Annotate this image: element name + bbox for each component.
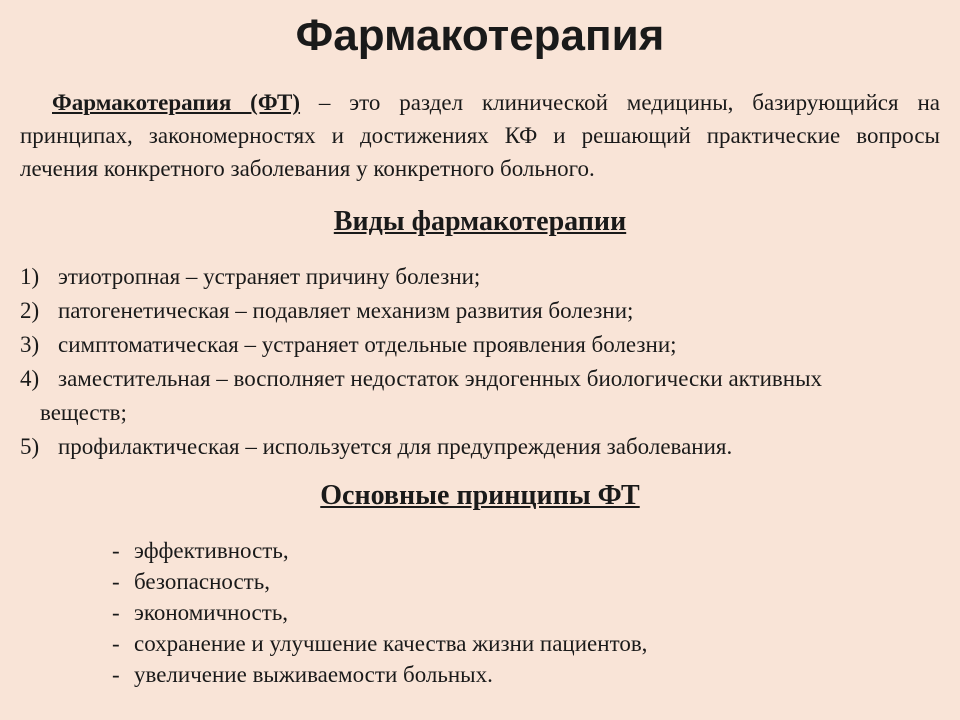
principles-list-item	[112, 566, 647, 597]
principles-list-item	[112, 628, 647, 659]
types-item-number: 3)	[20, 332, 40, 357]
principles-item-text: безопасность,	[134, 569, 270, 594]
types-list-item	[20, 362, 940, 430]
types-list-item	[20, 430, 940, 464]
list-dash-marker: -	[112, 631, 120, 656]
list-dash-marker: -	[112, 569, 120, 594]
list-dash-marker: -	[112, 662, 120, 687]
list-dash-marker: -	[112, 538, 120, 563]
types-item-number: 5)	[20, 434, 40, 459]
types-list-item	[20, 260, 940, 294]
types-item-number: 1)	[20, 264, 40, 289]
principles-list-item	[112, 597, 647, 628]
types-heading-text: Виды фармакотерапии	[333, 206, 627, 237]
principles-item-text: экономичность,	[134, 600, 289, 625]
types-heading	[0, 205, 960, 239]
types-list	[20, 260, 940, 464]
principles-list-item	[112, 535, 647, 566]
types-item-text: симптоматическая – устраняет отдельные проявления болезни;	[58, 332, 677, 357]
principles-heading	[0, 479, 960, 513]
types-item-continuation: веществ;	[40, 400, 127, 425]
types-item-number: 2)	[20, 298, 40, 323]
definition-text: – это раздел клинической медицины, базирующийся на принципах, закономерностях и достижениях КФ и решающий практические вопросы лечения конкретного заболевания у конкретного больного.	[20, 90, 940, 181]
principles-item-text: увеличение выживаемости больных.	[134, 662, 493, 687]
types-list-item	[20, 294, 940, 328]
types-item-text: этиотропная – устраняет причину болезни;	[58, 264, 481, 289]
types-item-number: 4)	[20, 366, 40, 391]
principles-heading-text: Основные принципы ФТ	[320, 480, 640, 511]
types-item-text: профилактическая – используется для предупреждения заболевания.	[58, 434, 733, 459]
types-item-text: заместительная – восполняет недостаток эндогенных биологически активных	[58, 366, 823, 391]
types-item-text: патогенетическая – подавляет механизм развития болезни;	[58, 298, 634, 323]
types-list-item	[20, 328, 940, 362]
definition-paragraph	[20, 86, 940, 185]
definition-term: Фармакотерапия (ФТ)	[52, 90, 301, 115]
principles-list	[112, 535, 647, 690]
principles-list-item	[112, 659, 647, 690]
slide-title: Фармакотерапия	[295, 11, 665, 60]
principles-item-text: эффективность,	[134, 538, 289, 563]
list-dash-marker: -	[112, 600, 120, 625]
principles-item-text: сохранение и улучшение качества жизни пациентов,	[134, 631, 648, 656]
